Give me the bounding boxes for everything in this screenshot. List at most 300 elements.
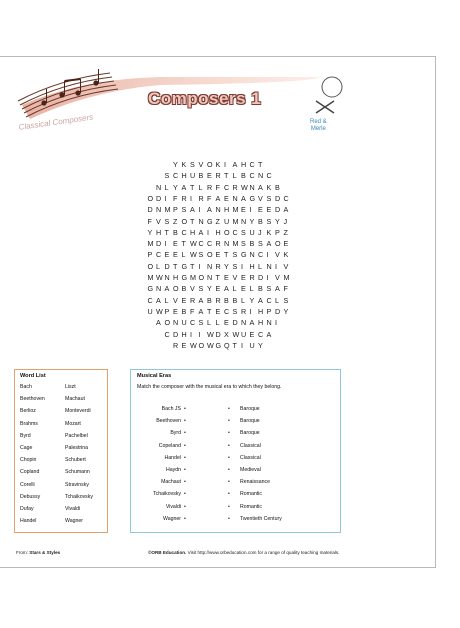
era-name: Twentieth Century (240, 515, 282, 522)
word-list-row (20, 433, 108, 440)
grid-letter: R (173, 340, 179, 350)
grid-letter: B (181, 284, 187, 294)
grid-letter: V (190, 284, 195, 294)
grid-letter: N (207, 273, 213, 282)
footer-copyright (148, 550, 339, 555)
grid-letter: S (241, 227, 246, 237)
word-list-item: Copland (20, 469, 40, 476)
era-match-row (131, 406, 342, 414)
match-bullet-right[interactable]: • (228, 503, 230, 510)
grid-letter: J (283, 216, 288, 226)
grid-letter: S (232, 261, 238, 271)
grid-letter: B (275, 182, 280, 192)
word-list-item: Vivaldi (65, 506, 81, 512)
grid-letter: E (173, 239, 178, 249)
word-list-item: Stravinsky (65, 481, 89, 488)
word-list-row (20, 506, 108, 513)
grid-letter: F (190, 306, 195, 316)
era-match-row (131, 443, 342, 451)
word-list-item: Debussy (20, 493, 41, 500)
grid-letter: H (181, 171, 187, 181)
grid-letter: L (275, 295, 279, 305)
word-list-item: Palestrina (65, 445, 89, 451)
grid-letter: M (232, 239, 239, 249)
grid-letter: B (232, 295, 238, 305)
grid-letter: V (283, 261, 289, 271)
grid-letter: U (249, 340, 255, 350)
era-name: Romantic (240, 503, 262, 510)
grid-row (0, 205, 436, 216)
grid-letter: W (241, 182, 248, 192)
grid-letter: G (241, 250, 247, 260)
match-bullet-right[interactable]: • (228, 479, 230, 486)
grid-letter: T (232, 340, 237, 350)
word-list-item: Wagner (65, 518, 83, 525)
grid-letter: U (249, 227, 255, 237)
word-list-item: Mozart (65, 420, 81, 427)
grid-letter: S (258, 239, 263, 249)
grid-letter: E (181, 340, 187, 350)
era-name: Renaissance (240, 479, 270, 486)
word-list-row (20, 518, 108, 525)
grid-row (0, 250, 436, 261)
grid-letter: K (266, 182, 272, 192)
grid-letter: W (156, 273, 163, 282)
grid-letter: U (147, 306, 153, 316)
grid-letter: O (164, 318, 171, 328)
grid-letter: H (241, 160, 247, 169)
era-name: Classical (240, 454, 261, 461)
match-bullet-left[interactable]: • (184, 406, 186, 412)
grid-letter: V (275, 273, 280, 282)
grid-letter: G (181, 273, 188, 282)
grid-letter: S (232, 306, 238, 316)
era-match-row (131, 418, 342, 426)
grid-letter: N (258, 171, 264, 181)
grid-letter: Y (275, 216, 280, 226)
composer-name: Beethoven (156, 418, 181, 425)
grid-letter: I (241, 261, 243, 271)
word-list-item: Schumann (65, 469, 90, 476)
match-bullet-left[interactable]: • (184, 503, 186, 510)
grid-letter: A (275, 284, 280, 294)
grid-letter: R (215, 239, 221, 249)
grid-letter: K (215, 160, 221, 169)
word-list-item: Byrd (20, 432, 31, 439)
worksheet-header (0, 57, 436, 157)
grid-row (0, 171, 436, 182)
word-list-row (20, 396, 108, 403)
grid-letter: T (207, 306, 212, 316)
word-list-item: Brahms (20, 420, 38, 427)
grid-letter: N (215, 205, 221, 215)
grid-letter: D (156, 193, 162, 203)
grid-letter: A (207, 205, 212, 215)
grid-letter: A (156, 295, 161, 305)
grid-letter: L (232, 171, 237, 181)
composer-name: Machaut (161, 479, 181, 486)
grid-letter: B (198, 171, 204, 181)
grid-row (0, 284, 436, 295)
grid-letter: T (181, 239, 186, 249)
grid-letter: A (249, 318, 255, 328)
grid-row (0, 262, 436, 273)
grid-letter: W (207, 329, 214, 339)
word-list-row (20, 494, 108, 501)
grid-letter: A (283, 205, 289, 215)
grid-letter: A (258, 295, 263, 305)
grid-letter: V (232, 273, 238, 282)
grid-letter: T (190, 182, 195, 192)
grid-letter: M (147, 239, 154, 249)
grid-letter: Y (249, 216, 255, 226)
match-bullet-left[interactable]: • (184, 454, 186, 461)
grid-letter: O (198, 273, 205, 282)
grid-letter: O (147, 193, 154, 203)
grid-letter: R (215, 261, 221, 271)
composer-name: Wagner (163, 515, 181, 522)
match-bullet-right[interactable]: • (228, 406, 230, 412)
word-search-grid (0, 157, 436, 363)
match-bullet-right[interactable]: • (228, 467, 230, 473)
grid-letter: I (198, 205, 201, 215)
grid-letter: N (173, 318, 179, 328)
grid-letter: Z (173, 216, 178, 226)
grid-letter: L (215, 318, 220, 328)
grid-letter: Y (147, 227, 153, 237)
grid-letter: E (241, 273, 246, 282)
grid-letter: E (283, 239, 289, 249)
grid-letter: S (232, 250, 238, 260)
grid-letter: L (164, 182, 169, 192)
grid-letter: L (198, 182, 203, 192)
grid-letter: E (241, 284, 246, 294)
grid-letter: L (207, 318, 211, 328)
grid-letter: G (147, 284, 154, 294)
grid-letter: S (190, 160, 195, 169)
grid-letter: Z (215, 216, 220, 226)
match-bullet-right[interactable]: • (228, 430, 230, 437)
grid-letter: R (181, 193, 187, 203)
grid-letter: A (215, 193, 221, 203)
grid-letter: C (266, 295, 272, 305)
grid-letter: E (207, 171, 212, 181)
grid-letter: P (173, 205, 178, 215)
grid-letter: W (190, 239, 197, 249)
grid-letter: E (215, 250, 221, 260)
grid-letter: A (266, 239, 272, 249)
grid-letter: V (198, 160, 204, 169)
grid-letter: G (207, 216, 213, 226)
composer-name: Vivaldi (165, 503, 181, 510)
era-name: Baroque (240, 406, 260, 412)
word-list-item: Beethoven (20, 396, 45, 403)
word-list-row (20, 384, 108, 391)
grid-letter: I (275, 261, 277, 271)
grid-letter: R (241, 306, 247, 316)
grid-letter: G (249, 193, 256, 203)
grid-letter: E (241, 205, 246, 215)
match-bullet-left[interactable]: • (184, 491, 186, 498)
era-match-row (131, 479, 342, 487)
grid-letter: I (207, 227, 209, 237)
grid-letter: J (258, 227, 262, 237)
grid-letter: P (147, 250, 153, 260)
grid-letter: O (147, 261, 154, 271)
word-list-item: Chopin (20, 457, 37, 464)
grid-letter: H (173, 273, 179, 282)
era-match-row (131, 430, 342, 438)
grid-row (0, 330, 436, 341)
grid-letter: I (164, 193, 167, 203)
grid-letter: Z (283, 227, 288, 237)
footer-copyright-label: ©ORB Education. (148, 550, 187, 555)
grid-letter: A (266, 329, 272, 339)
grid-row (0, 273, 436, 284)
grid-letter: D (232, 318, 238, 328)
grid-letter: C (173, 171, 179, 181)
grid-letter: E (224, 318, 229, 328)
grid-letter: T (173, 261, 178, 271)
grid-letter: S (283, 295, 289, 305)
grid-letter: E (164, 250, 170, 260)
grid-letter: L (164, 295, 169, 305)
grid-letter: B (207, 295, 212, 305)
grid-letter: D (258, 273, 264, 282)
grid-letter: Y (224, 261, 229, 271)
match-bullet-left[interactable]: • (184, 442, 186, 449)
word-list-item: Schubert (65, 457, 86, 464)
grid-letter: Y (207, 284, 212, 294)
grid-letter: D (156, 239, 162, 249)
grid-letter: Q (224, 340, 230, 350)
grid-letter: N (241, 216, 247, 226)
grid-row (0, 296, 436, 307)
grid-letter: P (266, 306, 272, 316)
grid-letter: V (275, 250, 280, 260)
grid-letter: R (249, 273, 255, 282)
grid-letter: M (283, 273, 290, 282)
grid-letter: A (198, 227, 204, 237)
grid-letter: S (198, 250, 204, 260)
grid-letter: H (215, 227, 221, 237)
grid-letter: T (215, 273, 220, 282)
grid-letter: A (156, 318, 161, 328)
grid-letter: H (258, 318, 264, 328)
grid-letter: V (258, 193, 263, 203)
grid-letter: C (147, 295, 153, 305)
grid-letter: D (147, 205, 153, 215)
grid-letter: D (173, 329, 179, 339)
grid-row (0, 341, 436, 352)
grid-letter: E (249, 329, 255, 339)
grid-letter: A (198, 306, 204, 316)
match-bullet-left[interactable]: • (184, 430, 186, 437)
grid-letter: L (156, 261, 160, 271)
grid-letter: N (241, 318, 247, 328)
match-bullet-left[interactable]: • (184, 479, 186, 486)
grid-letter: E (215, 306, 221, 316)
grid-letter: I (198, 261, 201, 271)
grid-row (0, 194, 436, 205)
grid-letter: X (224, 329, 229, 339)
era-match-row (131, 516, 342, 524)
grid-letter: E (215, 284, 221, 294)
grid-letter: V (173, 295, 178, 305)
grid-row (0, 307, 436, 318)
grid-letter: S (241, 239, 246, 249)
grid-letter: T (190, 216, 195, 226)
grid-letter: C (249, 171, 255, 181)
grid-letter: G (181, 261, 188, 271)
grid-letter: H (224, 205, 230, 215)
grid-letter: S (164, 171, 170, 181)
grid-letter: A (198, 295, 204, 305)
grid-letter: A (190, 205, 195, 215)
grid-letter: I (224, 160, 226, 169)
footer-from-source: Stars & Styles (29, 550, 61, 555)
grid-letter: G (215, 340, 222, 350)
composer-name: Byrd (170, 430, 181, 437)
grid-letter: B (173, 227, 178, 237)
match-bullet-left[interactable]: • (184, 467, 186, 473)
grid-row (0, 228, 436, 239)
word-list-item: Berlioz (20, 408, 36, 415)
word-list-item: Pachelbel (65, 432, 88, 439)
match-bullet-right[interactable]: • (228, 418, 230, 425)
grid-letter: H (249, 261, 255, 271)
grid-letter: A (181, 182, 187, 192)
grid-letter: W (190, 340, 197, 350)
grid-letter: I (249, 205, 252, 215)
era-name: Baroque (240, 430, 260, 437)
grid-letter: S (266, 284, 272, 294)
grid-letter: I (190, 193, 192, 203)
worksheet-title: Composers 1 (148, 89, 262, 108)
era-name: Romantic (240, 491, 262, 498)
match-bullet-right[interactable]: • (228, 454, 230, 461)
grid-letter: B (258, 216, 263, 226)
grid-letter: M (147, 273, 154, 282)
grid-letter: I (249, 306, 252, 316)
word-list-item: Corelli (20, 481, 35, 488)
grid-letter: C (266, 171, 272, 181)
grid-letter: F (283, 284, 288, 294)
grid-letter: S (266, 216, 272, 226)
grid-letter: F (215, 182, 220, 192)
grid-letter: U (224, 216, 230, 226)
grid-letter: M (232, 216, 239, 226)
grid-letter: C (156, 250, 162, 260)
grid-letter: S (198, 284, 204, 294)
footer-visit-text: Visit http://www.orbeducation.com for a range of quality teaching materials. (187, 550, 340, 555)
footer-source (16, 550, 60, 555)
grid-letter: H (190, 227, 196, 237)
grid-letter: E (258, 205, 263, 215)
grid-letter: T (224, 171, 229, 181)
grid-row (0, 217, 436, 228)
grid-letter: B (181, 306, 187, 316)
match-bullet-right[interactable]: • (228, 515, 230, 522)
grid-letter: I (164, 239, 167, 249)
grid-letter: C (164, 329, 170, 339)
grid-letter: L (249, 284, 254, 294)
grid-letter: C (249, 160, 255, 169)
word-list-item: Tchaikovsky (65, 493, 93, 500)
word-list-item: Liszt (65, 384, 76, 390)
grid-letter: K (181, 160, 187, 169)
grid-letter: E (173, 306, 178, 316)
grid-letter: N (156, 182, 162, 192)
word-list-item: Dufay (20, 506, 34, 512)
logo-caption: Classical Composers (18, 112, 94, 132)
grid-letter: C (258, 250, 264, 260)
grid-letter: R (198, 193, 204, 203)
grid-letter: R (190, 295, 196, 305)
grid-letter: C (207, 239, 213, 249)
grid-letter: I (266, 273, 269, 282)
grid-letter: N (156, 284, 162, 294)
match-bullet-right[interactable]: • (228, 442, 230, 449)
musical-eras-heading: Musical Eras (137, 373, 172, 379)
match-bullet-left[interactable]: • (184, 418, 186, 425)
grid-letter: E (224, 273, 229, 282)
grid-letter: I (266, 250, 269, 260)
word-list-item: Bach (20, 384, 32, 390)
grid-letter: T (224, 250, 229, 260)
grid-letter: O (275, 239, 281, 249)
grid-letter: H (156, 227, 162, 237)
grid-letter: N (249, 182, 255, 192)
grid-letter: D (215, 329, 221, 339)
match-bullet-left[interactable]: • (184, 515, 186, 522)
word-list-row (20, 469, 108, 476)
grid-letter: O (207, 160, 213, 169)
era-match-row (131, 491, 342, 499)
grid-letter: U (190, 171, 196, 181)
grid-letter: N (156, 205, 162, 215)
grid-letter: H (258, 306, 264, 316)
grid-letter: E (181, 295, 187, 305)
composer-name: Tchaikovsky (153, 491, 181, 498)
grid-letter: W (156, 306, 163, 316)
era-name: Medieval (240, 467, 261, 473)
match-bullet-right[interactable]: • (228, 491, 230, 498)
grid-letter: P (275, 227, 280, 237)
word-list-row (20, 457, 108, 464)
grid-letter: O (207, 250, 213, 260)
grid-letter: N (266, 261, 272, 271)
grid-letter: U (181, 318, 187, 328)
grid-letter: Y (173, 182, 178, 192)
grid-letter: T (164, 227, 169, 237)
grid-letter: R (215, 295, 221, 305)
badge-line-1: Red & (310, 119, 327, 125)
grid-letter: R (215, 171, 221, 181)
grid-letter: W (190, 250, 197, 260)
grid-letter: A (224, 284, 229, 294)
grid-letter: M (190, 273, 196, 282)
grid-letter: F (173, 193, 178, 203)
grid-letter: N (207, 261, 213, 271)
grid-letter: A (241, 193, 246, 203)
composer-name: Handel (164, 454, 181, 461)
grid-letter: D (164, 261, 170, 271)
grid-row (0, 183, 436, 194)
grid-letter: B (249, 239, 255, 249)
word-list-row (20, 482, 108, 489)
grid-letter: N (164, 273, 170, 282)
